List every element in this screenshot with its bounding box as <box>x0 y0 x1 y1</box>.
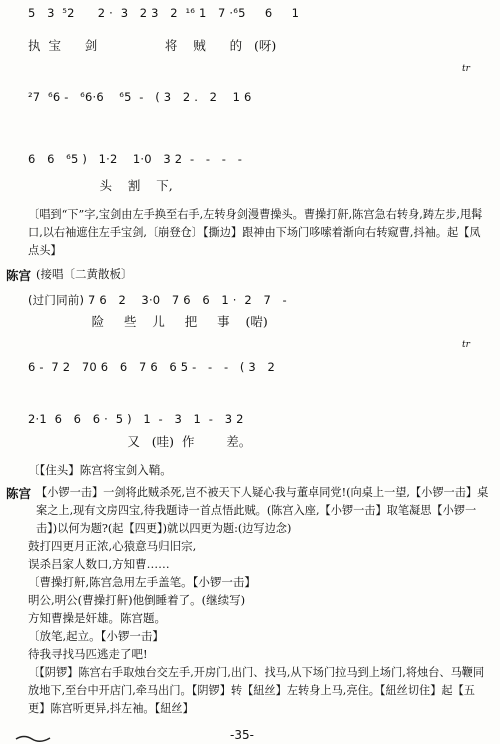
poem-line-4: 方知曹操是奸雄。陈宫题。 <box>28 611 166 625</box>
role-name-2: 陈宫 <box>6 486 32 501</box>
poem-line-1: 鼓打四更月正浓,心猿意马归旧宗, <box>28 539 197 553</box>
notation-line-6: 2·1 6 6 6 · 5 ) 1 - 3 1 - 3 2 <box>28 412 244 426</box>
notation-line-2: ²7 ⁶6 - ⁶6·6 ⁶5 - ( 3 2 . 2 1 6 <box>28 90 252 104</box>
poem-line-5: 待我寻找马匹逃走了吧! <box>28 647 148 661</box>
stage-direction-4: 〔放笔,起立。【小锣一击】 <box>28 629 164 643</box>
page-number: -35- <box>230 728 254 742</box>
lyric-line-3: 头 割 下, <box>28 178 173 193</box>
notation-line-1: 5 3 ⁵2 2 · 3 2 3 2 ¹⁶ 1 7 ·⁶5 6 1 <box>28 6 300 20</box>
trill-mark-1: tr <box>462 64 470 74</box>
lyric-line-6: 又 (哇) 作 差。 <box>28 434 252 449</box>
notation-line-3: 6 6 ⁶5 ) 1·2 1·0 3 2 - - - - <box>28 152 243 166</box>
poem-line-2: 误杀吕家人数口,方知曹…… <box>28 557 170 571</box>
notation-line-4: (过门同前) 7 6 2 3·0 7 6 6 1 · 2 7 - <box>28 293 287 307</box>
spoken-dialogue: 【小锣一击】一剑将此贼杀死,岂不被天下人疑心我与董卓同党!(向桌上一望,【小锣一击】桌案之上,现有文房四宝,待我题诗一首点悟此贼。(陈宫入座,【小锣一击】取笔凝思【小锣一击】)以何为题?(起【四更】)就以四更为题:(边写边念) <box>36 486 489 535</box>
lyric-line-1: 执 宝 剑 将 贼 的 (呀) <box>28 38 277 53</box>
role-name-1: 陈宫 <box>6 268 32 283</box>
stage-direction-3: 〔曹操打鼾,陈宫急用左手盖笔。【小锣一击】 <box>28 575 256 589</box>
trill-mark-2: tr <box>462 340 470 350</box>
stage-direction-1: 〔唱到“下”字,宝剑由左手换至右手,左转身剑漫曹操头。曹操打鼾,陈宫急右转身,踌左步,甩髯口,以右袖遮住左手宝剑,〔崩登仓〕【撕边】跟神由下场门哆嗦着渐向右转窥曹,抖袖。起【凤点头】 <box>28 208 483 257</box>
pen-mark <box>14 733 54 743</box>
stage-direction-5: 〔【阴锣】陈宫右手取烛台交左手,开房门,出门、找马,从下场门拉马到上场门,将烛台、马鞭同放地下,至台中开店门,牵马出门。【阴锣】转【紐丝】左转身上马,亮住。【紐丝切住】起【五更】陈宫听更异,抖左袖。【紐丝】 <box>28 666 485 715</box>
role-direction-1: (接唱〔二黄散板〕 <box>36 267 133 281</box>
notation-line-5: 6 - 7 2 70 6 6 7 6 6 5 - - - ( 3 2 <box>28 360 276 374</box>
lyric-line-4: 险 些 儿 把 事 (啱) <box>28 314 268 329</box>
stage-direction-2: 〔【住头】陈宫将宝剑入鞘。 <box>28 463 172 477</box>
poem-line-3: 明公,明公(曹操打鼾)他倒睡着了。(继续写) <box>28 593 246 607</box>
